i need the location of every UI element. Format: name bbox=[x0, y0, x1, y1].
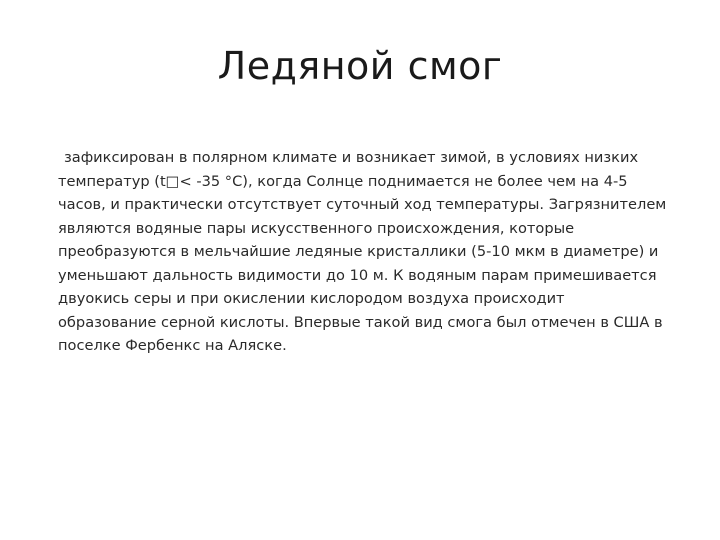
body-line: образование серной кислоты. Впервые такой вид смога был отмечен в США в bbox=[58, 313, 663, 331]
slide-body-text bbox=[58, 146, 678, 358]
body-line: двуокись серы и при окислении кислородом воздуха происходит bbox=[58, 290, 565, 307]
body-line: являются водяные пары искусственного происхождения, которые bbox=[58, 219, 575, 237]
body-line: температур (t□< -35 °С), когда Солнце поднимается не более чем на 4-5 bbox=[58, 172, 628, 190]
body-line: уменьшают дальность видимости до 10 м. К водяным парам примешивается bbox=[58, 266, 657, 284]
body-line: поселке Фербенкс на Аляске. bbox=[58, 337, 287, 354]
body-line: преобразуются в мельчайшие ледяные кристаллики (5-10 мкм в диаметре) и bbox=[58, 243, 659, 260]
slide-title: Ледяной смог bbox=[217, 44, 503, 88]
body-line: часов, и практически отсутствует суточный ход температуры. Загрязнителем bbox=[58, 196, 667, 213]
body-line: зафиксирован в полярном климате и возникает зимой, в условиях низких bbox=[64, 149, 639, 166]
